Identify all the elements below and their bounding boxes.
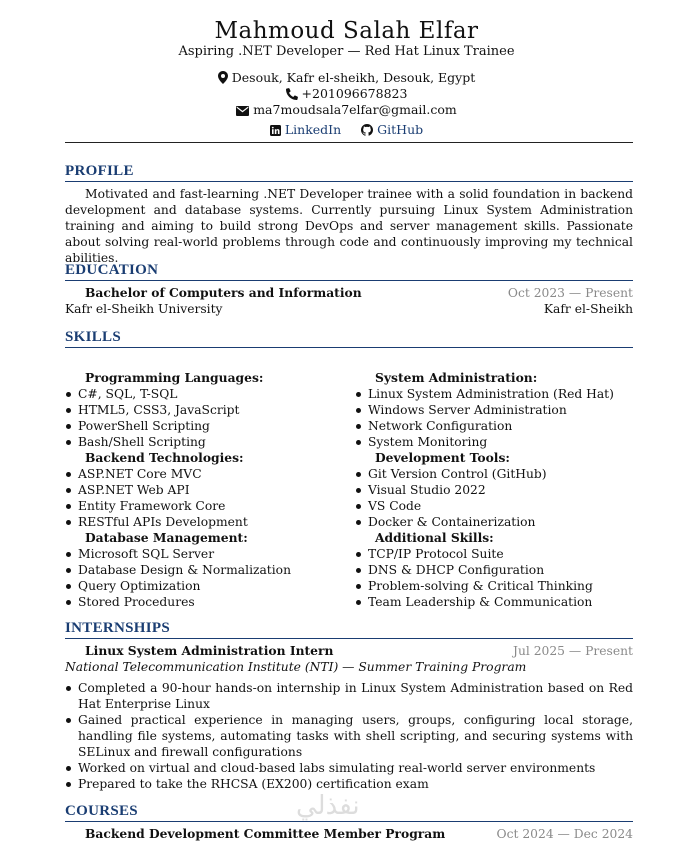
section-title-skills: SKILLS xyxy=(65,329,121,345)
skill-item: Database Design & Normalization xyxy=(65,562,355,578)
skill-item: ASP.NET Web API xyxy=(65,482,355,498)
skill-item: Docker & Containerization xyxy=(355,514,645,530)
skills-column-right xyxy=(355,370,645,610)
skill-group-heading: Backend Technologies: xyxy=(85,450,244,465)
skill-item: Windows Server Administration xyxy=(355,402,645,418)
skill-item: System Monitoring xyxy=(355,434,645,450)
skill-item: TCP/IP Protocol Suite xyxy=(355,546,645,562)
profile-summary: Motivated and fast-learning .NET Developer trainee with a solid foundation in backend development and database systems. Currently pursuing Linux System Administration training and aiming to build strong DevOps and server management skills. Passionate about solving real-world problems through code and continuously improving my technical abilities. xyxy=(65,187,633,265)
school-location: Kafr el-Sheikh xyxy=(543,302,633,316)
list-item: Worked on virtual and cloud-based labs simulating real-world server environments xyxy=(65,760,633,776)
skill-item: RESTful APIs Development xyxy=(65,514,355,530)
location-line xyxy=(0,70,693,86)
skill-item: Git Version Control (GitHub) xyxy=(355,466,645,482)
skill-item: Network Configuration xyxy=(355,418,645,434)
phone-text: +201096678823 xyxy=(301,86,408,101)
header-divider xyxy=(65,142,633,143)
section-rule xyxy=(65,181,633,182)
internship-dates: Jul 2025 — Present xyxy=(513,644,633,658)
skill-item: DNS & DHCP Configuration xyxy=(355,562,645,578)
watermark-logo: نفذلي xyxy=(296,791,360,821)
skill-item: Visual Studio 2022 xyxy=(355,482,645,498)
section-title-courses: COURSES xyxy=(65,803,138,819)
section-title-education: EDUCATION xyxy=(65,262,159,278)
github-icon xyxy=(361,124,373,136)
skill-group-heading: Database Management: xyxy=(85,530,248,545)
skill-item: Problem-solving & Critical Thinking xyxy=(355,578,645,594)
skill-item: Entity Framework Core xyxy=(65,498,355,514)
list-item: Gained practical experience in managing users, groups, configuring local storage, handling file systems, automating tasks with shell scripting, and securing systems with SELinux and firewall configurations xyxy=(65,712,633,760)
skill-item: ASP.NET Core MVC xyxy=(65,466,355,482)
internship-org: National Telecommunication Institute (NTI) — Summer Training Program xyxy=(65,660,527,674)
skill-item: Stored Procedures xyxy=(65,594,355,610)
skill-item: PowerShell Scripting xyxy=(65,418,355,434)
location-text: Desouk, Kafr el-sheikh, Desouk, Egypt xyxy=(231,70,476,85)
skill-item: C#, SQL, T-SQL xyxy=(65,386,355,402)
internship-bullets xyxy=(65,680,633,792)
school-name: Kafr el-Sheikh University xyxy=(65,302,223,316)
section-title-profile: PROFILE xyxy=(65,163,134,179)
linkedin-link[interactable]: LinkedIn xyxy=(270,122,341,137)
full-name: Mahmoud Salah Elfar xyxy=(214,18,479,44)
email-line xyxy=(0,102,693,118)
map-pin-icon xyxy=(218,71,228,84)
section-title-internships: INTERNSHIPS xyxy=(65,620,170,636)
skill-item: Microsoft SQL Server xyxy=(65,546,355,562)
skill-group-heading: Development Tools: xyxy=(375,450,510,465)
linkedin-icon xyxy=(270,125,281,136)
tagline: Aspiring .NET Developer — Red Hat Linux Trainee xyxy=(178,44,515,59)
profile-links xyxy=(0,122,693,138)
internship-role: Linux System Administration Intern xyxy=(85,643,334,658)
course-dates: Oct 2024 — Dec 2024 xyxy=(496,827,633,841)
section-rule xyxy=(65,280,633,281)
section-rule xyxy=(65,821,633,822)
skill-item: Query Optimization xyxy=(65,578,355,594)
education-dates: Oct 2023 — Present xyxy=(507,286,633,300)
list-item: Completed a 90-hour hands-on internship in Linux System Administration based on Red Hat Enterprise Linux xyxy=(65,680,633,712)
github-link[interactable]: GitHub xyxy=(361,122,423,137)
phone-line xyxy=(0,86,693,102)
skill-item: HTML5, CSS3, JavaScript xyxy=(65,402,355,418)
skill-group-heading: System Administration: xyxy=(375,370,538,385)
degree: Bachelor of Computers and Information xyxy=(85,285,362,300)
section-rule xyxy=(65,347,633,348)
email-text: ma7moudsala7elfar@gmail.com xyxy=(253,102,457,117)
skills-column-left xyxy=(65,370,355,610)
list-item: Prepared to take the RHCSA (EX200) certification exam xyxy=(65,776,633,792)
skill-item: Team Leadership & Communication xyxy=(355,594,645,610)
skill-group-heading: Additional Skills: xyxy=(375,530,494,545)
skill-item: Linux System Administration (Red Hat) xyxy=(355,386,645,402)
course-name: Backend Development Committee Member Program xyxy=(85,826,446,841)
skill-item: VS Code xyxy=(355,498,645,514)
phone-icon xyxy=(286,88,298,100)
section-rule xyxy=(65,638,633,639)
envelope-icon xyxy=(236,106,249,116)
skill-group-heading: Programming Languages: xyxy=(85,370,264,385)
skill-item: Bash/Shell Scripting xyxy=(65,434,355,450)
